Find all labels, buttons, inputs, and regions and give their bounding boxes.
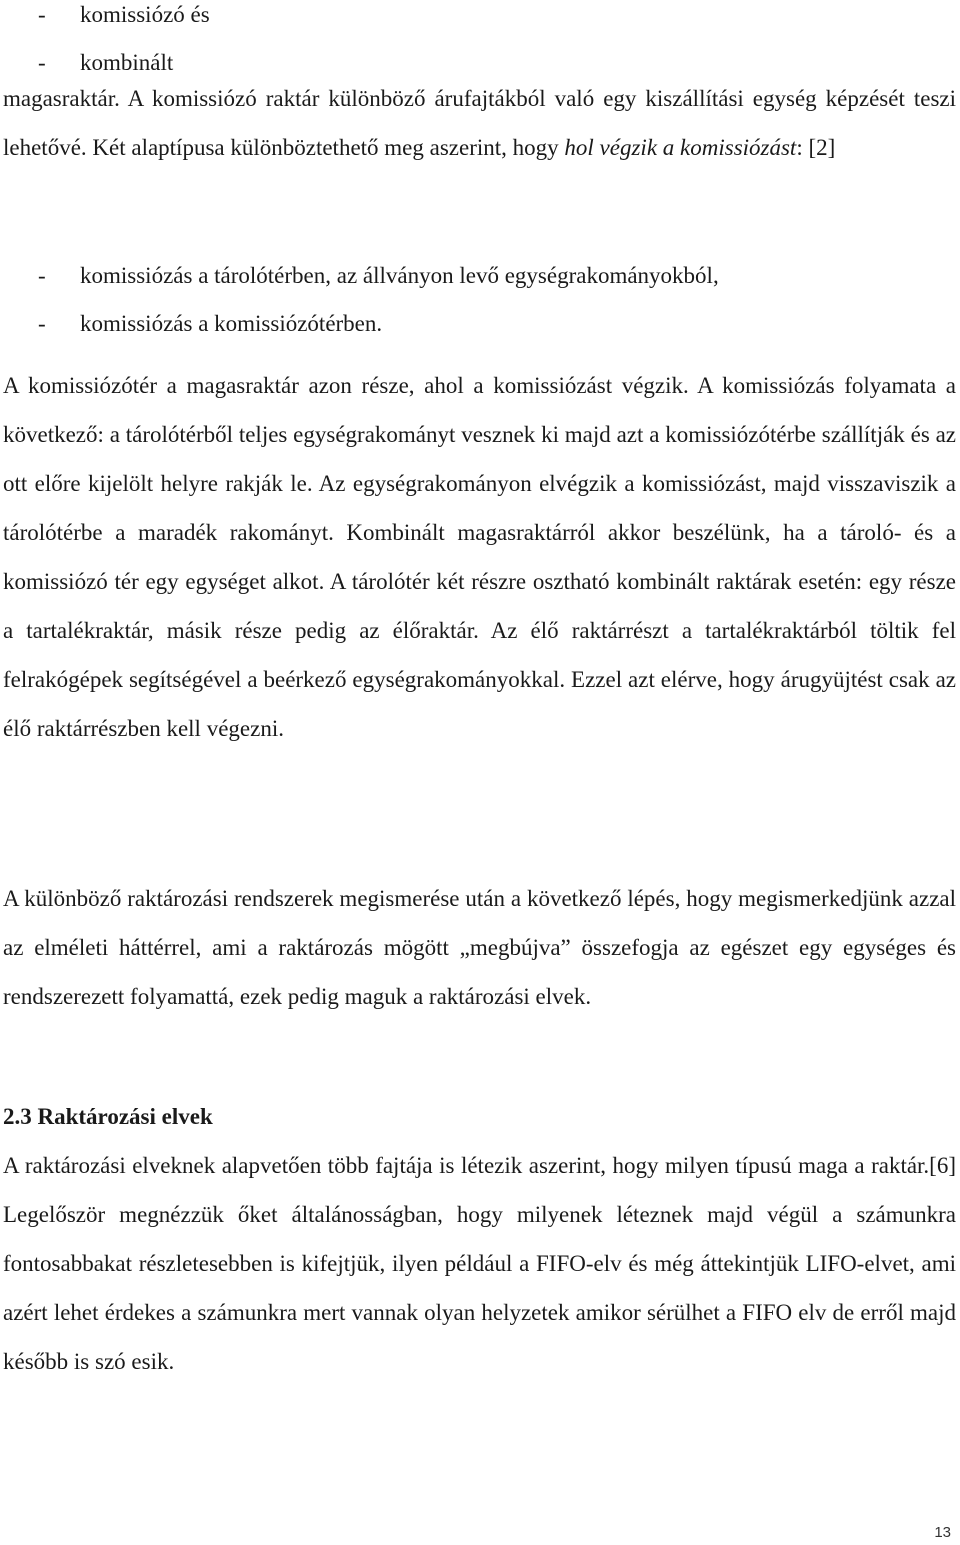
list-item-text: komissiózás a komissiózótérben.: [80, 311, 383, 336]
list-item: [38, 0, 210, 30]
section-title: Raktározási elvek: [37, 1104, 213, 1129]
page-number: 13: [934, 1524, 951, 1541]
list-item: [38, 309, 382, 339]
intro-emphasis: hol végzik a komissiózást: [564, 135, 797, 160]
body-paragraph: A komissiózótér a magasraktár azon része, ahol a komissiózást végzik. A komissiózás folyamata a következő: a tárolótérből teljes egységrakományt vesznek ki majd azt a komissiózótérbe szállítják és az ott előre kijelölt helyre rakják le. Az egységrakományon elvégzik a komissiózást, majd visszaviszik a tárolótérbe a maradék rakományt. Kombinált magasraktárról akkor beszélünk, ha a tároló- és a komissiózó tér egy egységet alkot. A tárolótér két részre osztható kombinált raktárak esetén: egy része a tartalékraktár, másik része pedig az élőraktár. Az élő raktárrészt a tartalékraktárból töltik fel felrakógépek segítségével a beérkező egységrakományokkal. Ezzel azt elérve, hogy árugyüjtést csak az élő raktárrészben kell végezni.: [3, 373, 956, 741]
list-dash: -: [38, 2, 46, 27]
intro-citation: : [2]: [796, 135, 836, 160]
list-dash: -: [38, 50, 46, 75]
intro-paragraph: [3, 74, 956, 172]
section-number: 2.3: [3, 1104, 32, 1129]
section-paragraph: A raktározási elveknek alapvetően több fajtája is létezik aszerint, hogy milyen típusú maga a raktár.[6] Legelőször megnézzük őket általánosságban, hogy milyenek léteznek majd végül a számunkra fontosabbakat részletesebben is kifejtjük, ilyen például a FIFO-elv és még áttekintjük LIFO-elvet, ami azért lehet érdekes a számunkra mert vannak olyan helyzetek amikor sérülhet a FIFO elv de erről majd később is szó esik.: [3, 1153, 956, 1374]
body-paragraph: A különböző raktározási rendszerek megismerése után a következő lépés, hogy megismerkedjünk azzal az elméleti háttérrel, ami a raktározás mögött „megbújva” összefogja az egészet egy egységes és rendszerezett folyamattá, ezek pedig maguk a raktározási elvek.: [3, 886, 956, 1009]
list-item-text: kombinált: [80, 50, 174, 75]
intro-text: magasraktár. A komissiózó raktár különböző árufajtákból való egy kiszállítási egység képzését teszi lehetővé. Két alaptípusa különböztethető meg aszerint, hogy: [3, 86, 956, 160]
section-heading: [3, 1101, 213, 1133]
list-dash: -: [38, 311, 46, 336]
list-item-text: komissiózás a tárolótérben, az állványon levő egységrakományokból,: [80, 263, 719, 288]
list-item-text: komissiózó és: [80, 2, 210, 27]
list-item: [38, 261, 719, 291]
list-dash: -: [38, 263, 46, 288]
